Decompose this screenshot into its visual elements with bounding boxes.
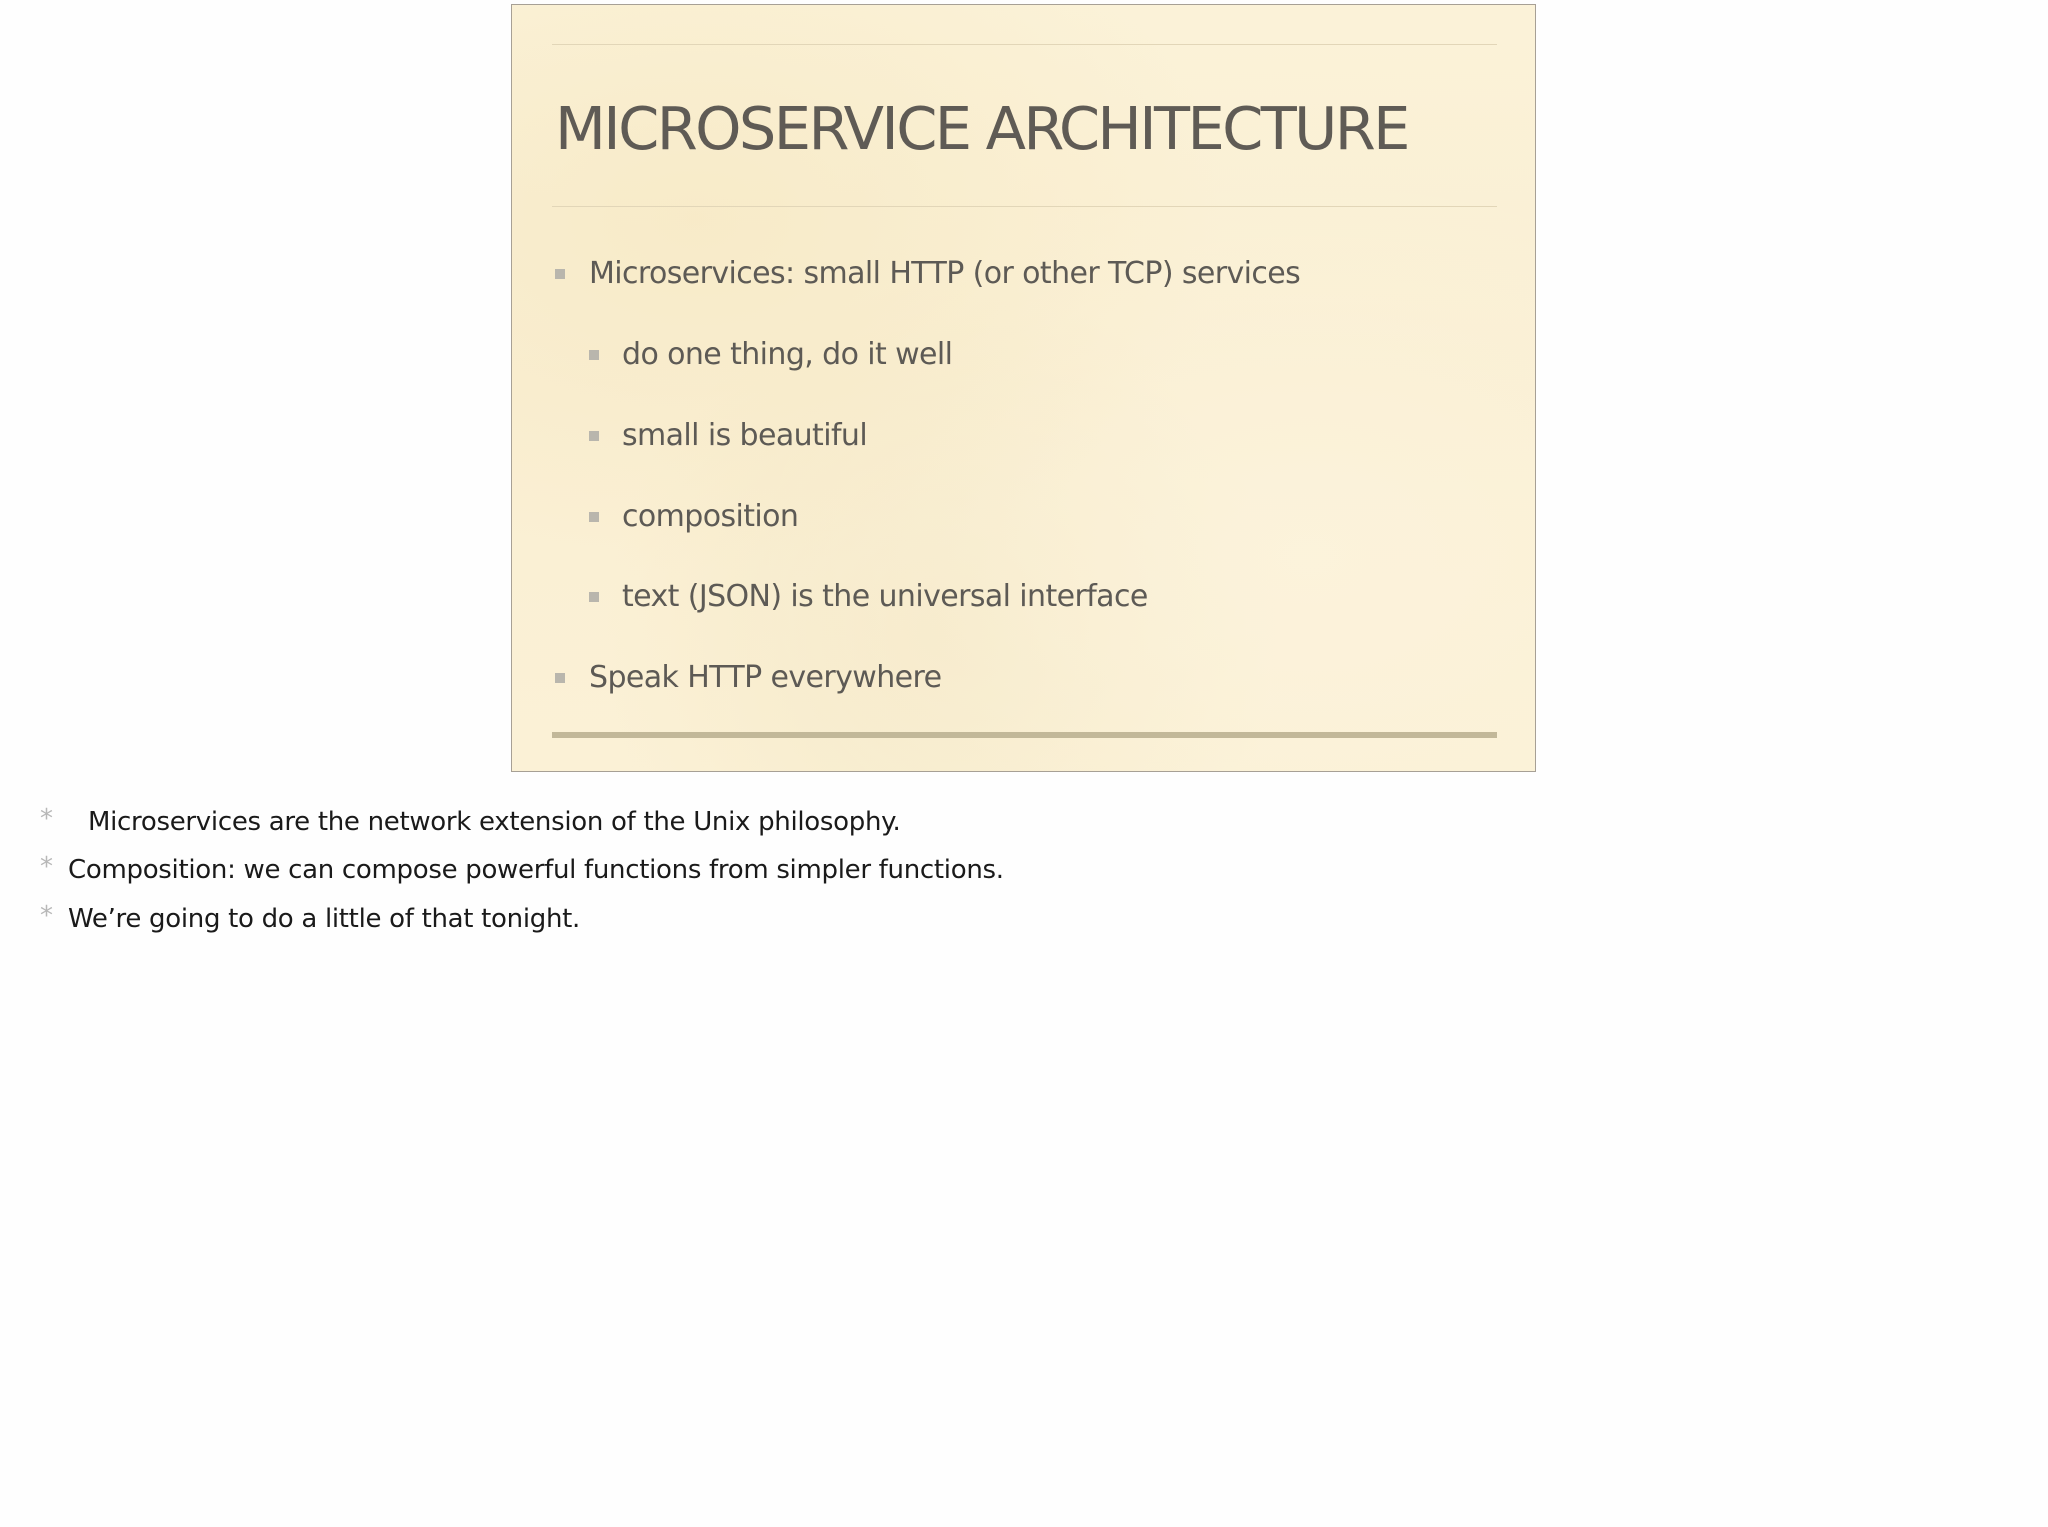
bullet-marker [589, 512, 599, 522]
bullet-marker [589, 350, 599, 360]
bullet-text: text (JSON) is the universal interface [622, 579, 1148, 614]
note-text: Composition: we can compose powerful functions from simpler functions. [68, 855, 1004, 885]
bullet-marker [555, 673, 565, 683]
bullet-text: Speak HTTP everywhere [589, 660, 942, 695]
bullet-text: composition [622, 499, 799, 534]
bullet-text: Microservices: small HTTP (or other TCP) services [589, 256, 1301, 291]
bottom-rule [552, 732, 1497, 738]
bullet-marker [555, 269, 565, 279]
sub-bullet-item [589, 497, 798, 537]
title-top-rule [552, 44, 1497, 45]
bullet-marker [589, 431, 599, 441]
note-text: We’re going to do a little of that tonight. [68, 904, 581, 934]
note-text: Microservices are the network extension of the Unix philosophy. [88, 807, 901, 837]
sub-bullet-item [589, 577, 1148, 617]
bullet-marker [589, 592, 599, 602]
bullet-text: small is beautiful [622, 418, 868, 453]
slide [511, 4, 1536, 772]
slide-title: MICROSERVICE ARCHITECTURE [555, 94, 1408, 163]
sub-bullet-item [589, 416, 867, 456]
asterisk-icon: * [40, 804, 53, 834]
title-bottom-rule [552, 206, 1497, 207]
bullet-text: do one thing, do it well [622, 337, 953, 372]
asterisk-icon: * [40, 901, 53, 931]
sub-bullet-item [589, 335, 952, 375]
bullet-item [555, 254, 1300, 294]
asterisk-icon: * [40, 852, 53, 882]
bullet-item [555, 658, 941, 698]
